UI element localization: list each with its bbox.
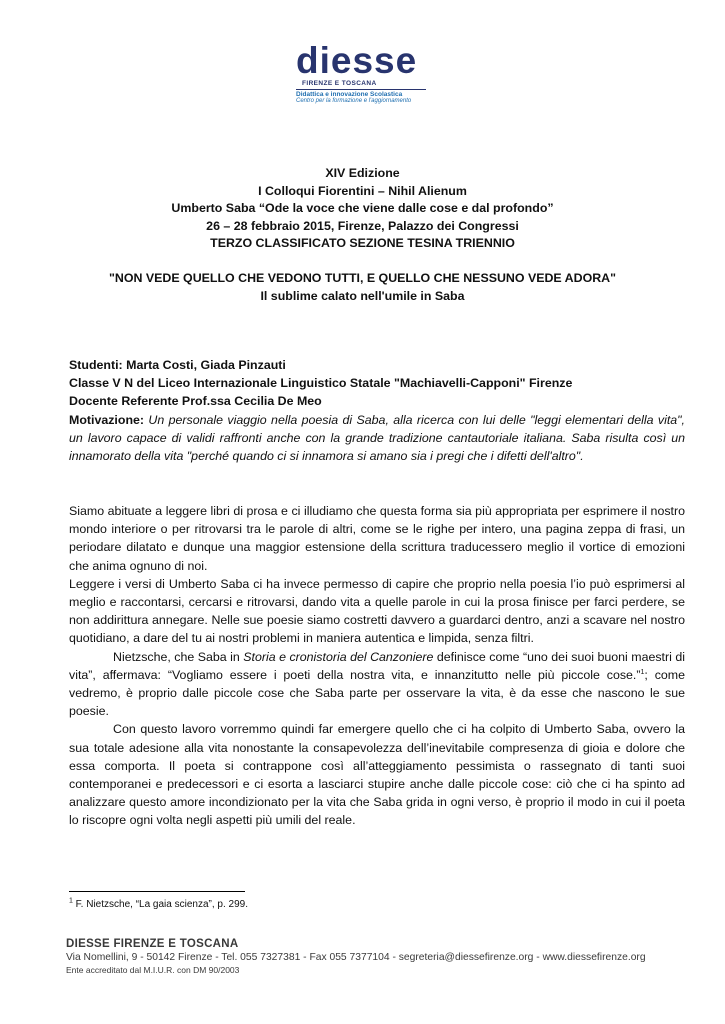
- p3-text-b: definisce come “uno dei suoi buoni maestri di vita”, affermava: “Vogliamo essere i poeti della nostra vita, e innanzitutto nelle più piccole cose.”: [69, 649, 685, 682]
- footnote-number: 1: [69, 897, 73, 905]
- students-line: Studenti: Marta Costi, Giada Pinzauti: [69, 358, 286, 372]
- essay-title: [40, 270, 685, 305]
- motivation-paragraph: [69, 411, 685, 466]
- essay-subtitle: Il sublime calato nell'umile in Saba: [260, 288, 465, 303]
- p3-text-a: Nietzsche, che Saba in: [113, 649, 244, 664]
- teacher-line: Docente Referente Prof.ssa Cecilia De Meo: [69, 394, 322, 409]
- footer-contacts: Via Nomellini, 9 - 50142 Firenze - Tel. 055 7327381 - Fax 055 7377104 - segreteria@diessefirenze.org - www.diessefirenze.org: [66, 952, 646, 963]
- footnote-text: F. Nietzsche, “La gaia scienza”, p. 299.: [72, 899, 248, 910]
- body-paragraph-3: [69, 648, 685, 721]
- credits-block: [69, 356, 685, 465]
- logo-region: FIRENZE E TOSCANA: [302, 80, 377, 87]
- edition-line: XIV Edizione: [325, 166, 400, 180]
- event-heading: [40, 165, 685, 253]
- essay-main-title: "NON VEDE QUELLO CHE VEDONO TUTTI, E QUELLO CHE NESSUNO VEDE ADORA": [109, 271, 616, 285]
- event-theme-line: Umberto Saba “Ode la voce che viene dalle cose e dal profondo”: [171, 201, 554, 215]
- diesse-logo: [296, 42, 426, 104]
- page-footer: [66, 938, 711, 975]
- logo-tagline: Didattica e innovazione Scolastica: [296, 89, 426, 98]
- award-line: TERZO CLASSIFICATO SEZIONE TESINA TRIENNIO: [210, 236, 515, 250]
- essay-body: [69, 502, 685, 830]
- footnote-divider: [69, 891, 245, 892]
- body-paragraph-4: Con questo lavoro vorremmo quindi far emergere quello che ci ha colpito di Umberto Saba, ovvero la sua totale adesione alla vita nonostante la consapevolezza dell’inevitabile compresenza di gioia e dolore che essa comporta. Il poeta si contrappone così all’atteggiamento pessimista o rassegnato di tanti suoi contemporanei e predecessori e ci esorta a lasciarci stupire anche dalle piccole cose: ciò che ci ha spinto ad analizzare questo amore incondizionato per la vita che Saba grida in ogni verso, è proprio il modo in cui il poeta lo riscopre ogni volta negli aspetti più umili del reale.: [69, 722, 685, 828]
- logo-subtagline: Centro per la formazione e l'aggiornamento: [296, 98, 412, 104]
- footnote-ref: 1: [640, 668, 645, 676]
- body-paragraph-1: Siamo abituate a leggere libri di prosa e ci illudiamo che questa forma sia più appropriata per esprimere il nostro mondo interiore o per ritrovarsi tra le parole di altri, come se le righe per intero, una pagina zeppa di frasi, un periodare dilatato e dunque una maggior estensione della scrittura traducessero meglio il vortice di emozioni che anima ognuno di noi.: [69, 504, 685, 573]
- class-line: Classe V N del Liceo Internazionale Linguistico Statale "Machiavelli-Capponi" Firenze: [69, 376, 573, 391]
- footer-accreditation: Ente accreditato dal M.I.U.R. con DM 90/2003: [66, 965, 240, 975]
- event-date-line: 26 – 28 febbraio 2015, Firenze, Palazzo dei Congressi: [206, 218, 519, 233]
- event-name-line: I Colloqui Fiorentini – Nihil Alienum: [258, 183, 467, 198]
- p3-text-c: ; come vedremo, è proprio dalle piccole cose che Saba parte per osservare la vita, è da esse che nascono le sue poesie.: [69, 667, 685, 719]
- footer-org: DIESSE FIRENZE E TOSCANA: [66, 938, 239, 950]
- body-paragraph-2: Leggere i versi di Umberto Saba ci ha invece permesso di capire che proprio nella poesia l’io può esprimersi al meglio e raccontarsi, cercarsi e ritrovarsi, dando vita a quelle parole in cui la prosa finisce per farci perdere, se non addirittura annegare. Nelle sue poesie siamo costretti davvero a guardarci dentro, anzi a scavare nel nostro quotidiano, a dare del tu ai nostri problemi in maniera autentica e limpida, senza filtri.: [69, 576, 685, 646]
- motivation-label: Motivazione:: [69, 412, 145, 427]
- motivation-text: Un personale viaggio nella poesia di Saba, alla ricerca con lui delle "leggi elementari della vita", un lavoro capace di validi raffronti anche con la grande tradizione cantautoriale italiana. Saba risulta così un innamorato della vita "perché quando ci si innamora si amano sia i pregi che i difetti dell'altro".: [69, 412, 685, 464]
- logo-wordmark: diesse: [296, 40, 418, 81]
- p3-book-title: Storia e cronistoria del Canzoniere: [243, 649, 434, 664]
- footnote: [69, 899, 248, 910]
